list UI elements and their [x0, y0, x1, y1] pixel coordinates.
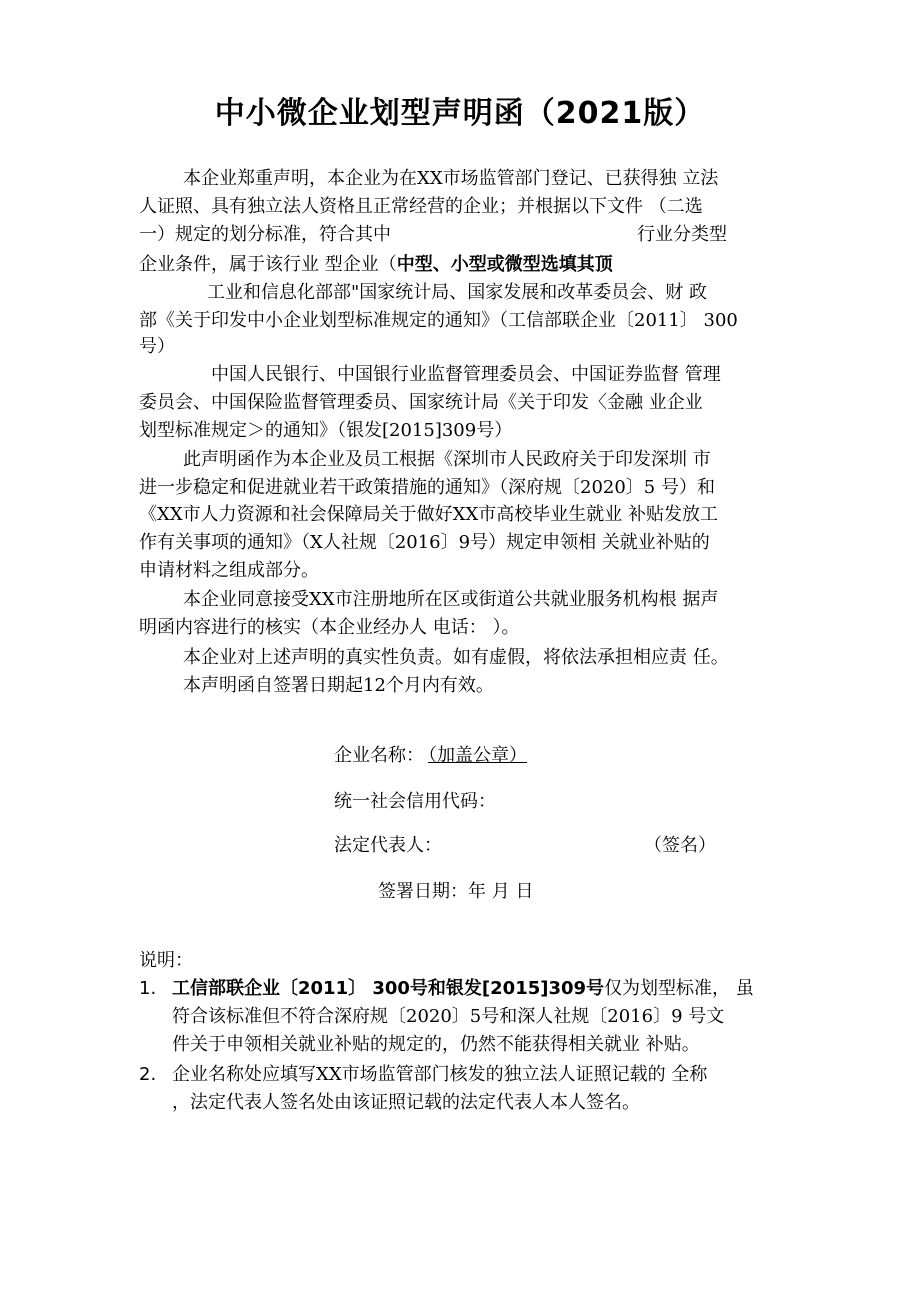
para3-line2: 委员会、中国保险监督管理委员、国家统计局《关于印发〈金融 业企业 — [139, 392, 703, 413]
note-2-line1: 企业名称处应填写XX市场监管部门核发的独立法人证照记载的 全称 — [172, 1064, 708, 1085]
note-1-line3: 件关于申领相关就业补贴的规定的，仍然不能获得相关就业 补贴。 — [172, 1034, 700, 1055]
para5-line1: 本企业同意接受XX市注册地所在区或街道公共就业服务机构根 据声 — [183, 589, 719, 610]
notes-heading: 说明： — [139, 950, 193, 971]
para6: 本企业对上述声明的真实性负责。如有虚假，将依法承担相应责 任。 — [183, 647, 729, 668]
company-name-field — [334, 743, 527, 769]
para5-line2: 明函内容进行的核实（本企业经办人 电话： ）。 — [139, 617, 520, 638]
para1-line1: 本企业郑重声明，本企业为在XX市场监管部门登记、已获得独 立法 — [183, 168, 719, 189]
para4-line4: 作有关事项的通知》（X人社规〔2016〕9号）规定申领相 关就业补贴的 — [139, 532, 710, 553]
para2-line2: 部《关于印发中小企业划型标准规定的通知》（工信部联企业〔2011〕 300 — [139, 310, 738, 331]
credit-code-label: 统一社会信用代码： — [334, 791, 496, 812]
para3-line3: 划型标准规定＞的通知》（银发[2015]309号） — [139, 420, 513, 441]
para3-line1: 中国人民银行、中国银行业监督管理委员会、中国证券监督 管理 — [211, 364, 721, 385]
legal-rep-label: 法定代表人： — [334, 835, 442, 856]
para1-line2: 人证照、具有独立法人资格且正常经营的企业；并根据以下文件 （二选 — [139, 196, 703, 217]
para4-line5: 申请材料之组成部分。 — [139, 560, 319, 581]
para4-line1: 此声明函作为本企业及员工根据《深圳市人民政府关于印发深圳 市 — [183, 449, 711, 470]
para1-line4-text: 企业条件，属于该行业 型企业（ — [139, 254, 397, 275]
para7: 本声明函自签署日期起12个月内有效。 — [183, 675, 494, 696]
para2-line1: 工业和信息化部部"国家统计局、国家发展和改革委员会、财 政 — [207, 282, 707, 303]
para1-line4-bold: 中型、小型或微型选填其顶 — [396, 254, 613, 275]
note-1-line1-rest: 仅为划型标准， 虽 — [604, 978, 754, 999]
para4-line2: 进一步稳定和促进就业若干政策措施的通知》（深府规〔2020〕5 号）和 — [139, 477, 715, 498]
para4-line3: 《XX市人力资源和社会保障局关于做好XX市高校毕业生就业 补贴发放工 — [139, 504, 718, 525]
para2-line3: 号） — [139, 336, 175, 357]
company-name-label: 企业名称： — [334, 745, 424, 766]
para1-line4 — [139, 252, 613, 278]
company-seal-placeholder: （加盖公章） — [428, 745, 527, 766]
note-1-bold: 工信部联企业〔2011〕 300号和银发[2015]309号 — [172, 978, 605, 999]
note-2-line2: ，法定代表人签名处由该证照记载的法定代表人本人签名。 — [172, 1092, 640, 1113]
para1-line3-tail: 行业分类型 — [637, 224, 727, 245]
note-2-number: 2. — [139, 1064, 157, 1085]
sign-date: 签署日期：年 月 日 — [378, 881, 534, 902]
legal-rep-signature-placeholder: （签名） — [644, 835, 716, 856]
note-1-line2: 符合该标准但不符合深府规〔2020〕5号和深人社规〔2016〕9 号文 — [172, 1006, 725, 1027]
page-title: 中小微企业划型声明函（2021版） — [214, 96, 706, 131]
note-1-number: 1. — [139, 978, 157, 999]
para1-line3: 一）规定的划分标准，符合其中 — [139, 224, 391, 245]
note-1-line1 — [172, 976, 754, 1002]
